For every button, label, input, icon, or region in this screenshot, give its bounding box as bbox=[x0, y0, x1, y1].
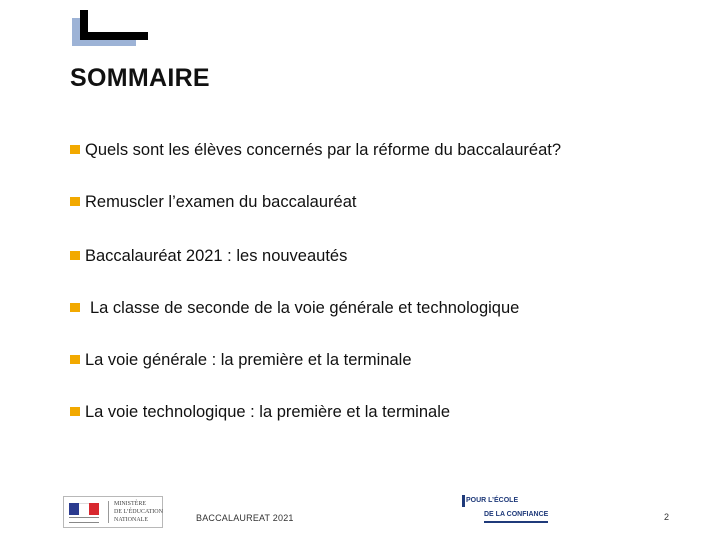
summary-item-text: La voie générale : la première et la terminale bbox=[85, 351, 412, 369]
logo-edge-mark bbox=[462, 495, 465, 507]
ecole-confiance-logo bbox=[462, 495, 552, 525]
ministry-logo bbox=[63, 496, 163, 528]
bullet-square-icon bbox=[70, 251, 80, 260]
marianne-logo-icon bbox=[69, 503, 99, 521]
summary-item-2 bbox=[70, 192, 356, 212]
ministry-name: MINISTÈRE DE L’ÉDUCATION NATIONALE bbox=[114, 501, 163, 523]
summary-item-1 bbox=[70, 140, 561, 160]
bullet-square-icon bbox=[70, 197, 80, 206]
summary-item-6 bbox=[70, 402, 450, 422]
bullet-square-icon bbox=[70, 303, 80, 312]
summary-item-text: La voie technologique : la première et la terminale bbox=[85, 403, 451, 421]
logo-line-1: POUR L’ÉCOLE bbox=[466, 497, 519, 504]
summary-item-5 bbox=[70, 350, 412, 370]
slide-title: SOMMAIRE bbox=[70, 64, 210, 92]
summary-item-text: La classe de seconde de la voie générale et technologique bbox=[90, 299, 520, 317]
corner-bracket-logo bbox=[72, 10, 148, 46]
bullet-square-icon bbox=[70, 145, 80, 154]
summary-item-3 bbox=[70, 246, 347, 266]
corner-bar-horizontal bbox=[80, 32, 148, 40]
logo-line-2: DE LA CONFIANCE bbox=[484, 511, 549, 518]
page-number: 2 bbox=[664, 512, 670, 522]
summary-item-4 bbox=[70, 298, 519, 318]
bullet-square-icon bbox=[70, 407, 80, 416]
summary-item-text: Baccalauréat 2021 : les nouveautés bbox=[85, 247, 348, 265]
logo-divider bbox=[108, 501, 109, 523]
summary-item-text: Remuscler l’examen du baccalauréat bbox=[85, 193, 357, 211]
summary-item-text: Quels sont les élèves concernés par la réforme du baccalauréat? bbox=[85, 141, 562, 159]
footer-title: BACCALAUREAT 2021 bbox=[196, 513, 294, 523]
logo-underline bbox=[484, 521, 548, 523]
corner-shade-horizontal bbox=[72, 40, 136, 46]
bullet-square-icon bbox=[70, 355, 80, 364]
